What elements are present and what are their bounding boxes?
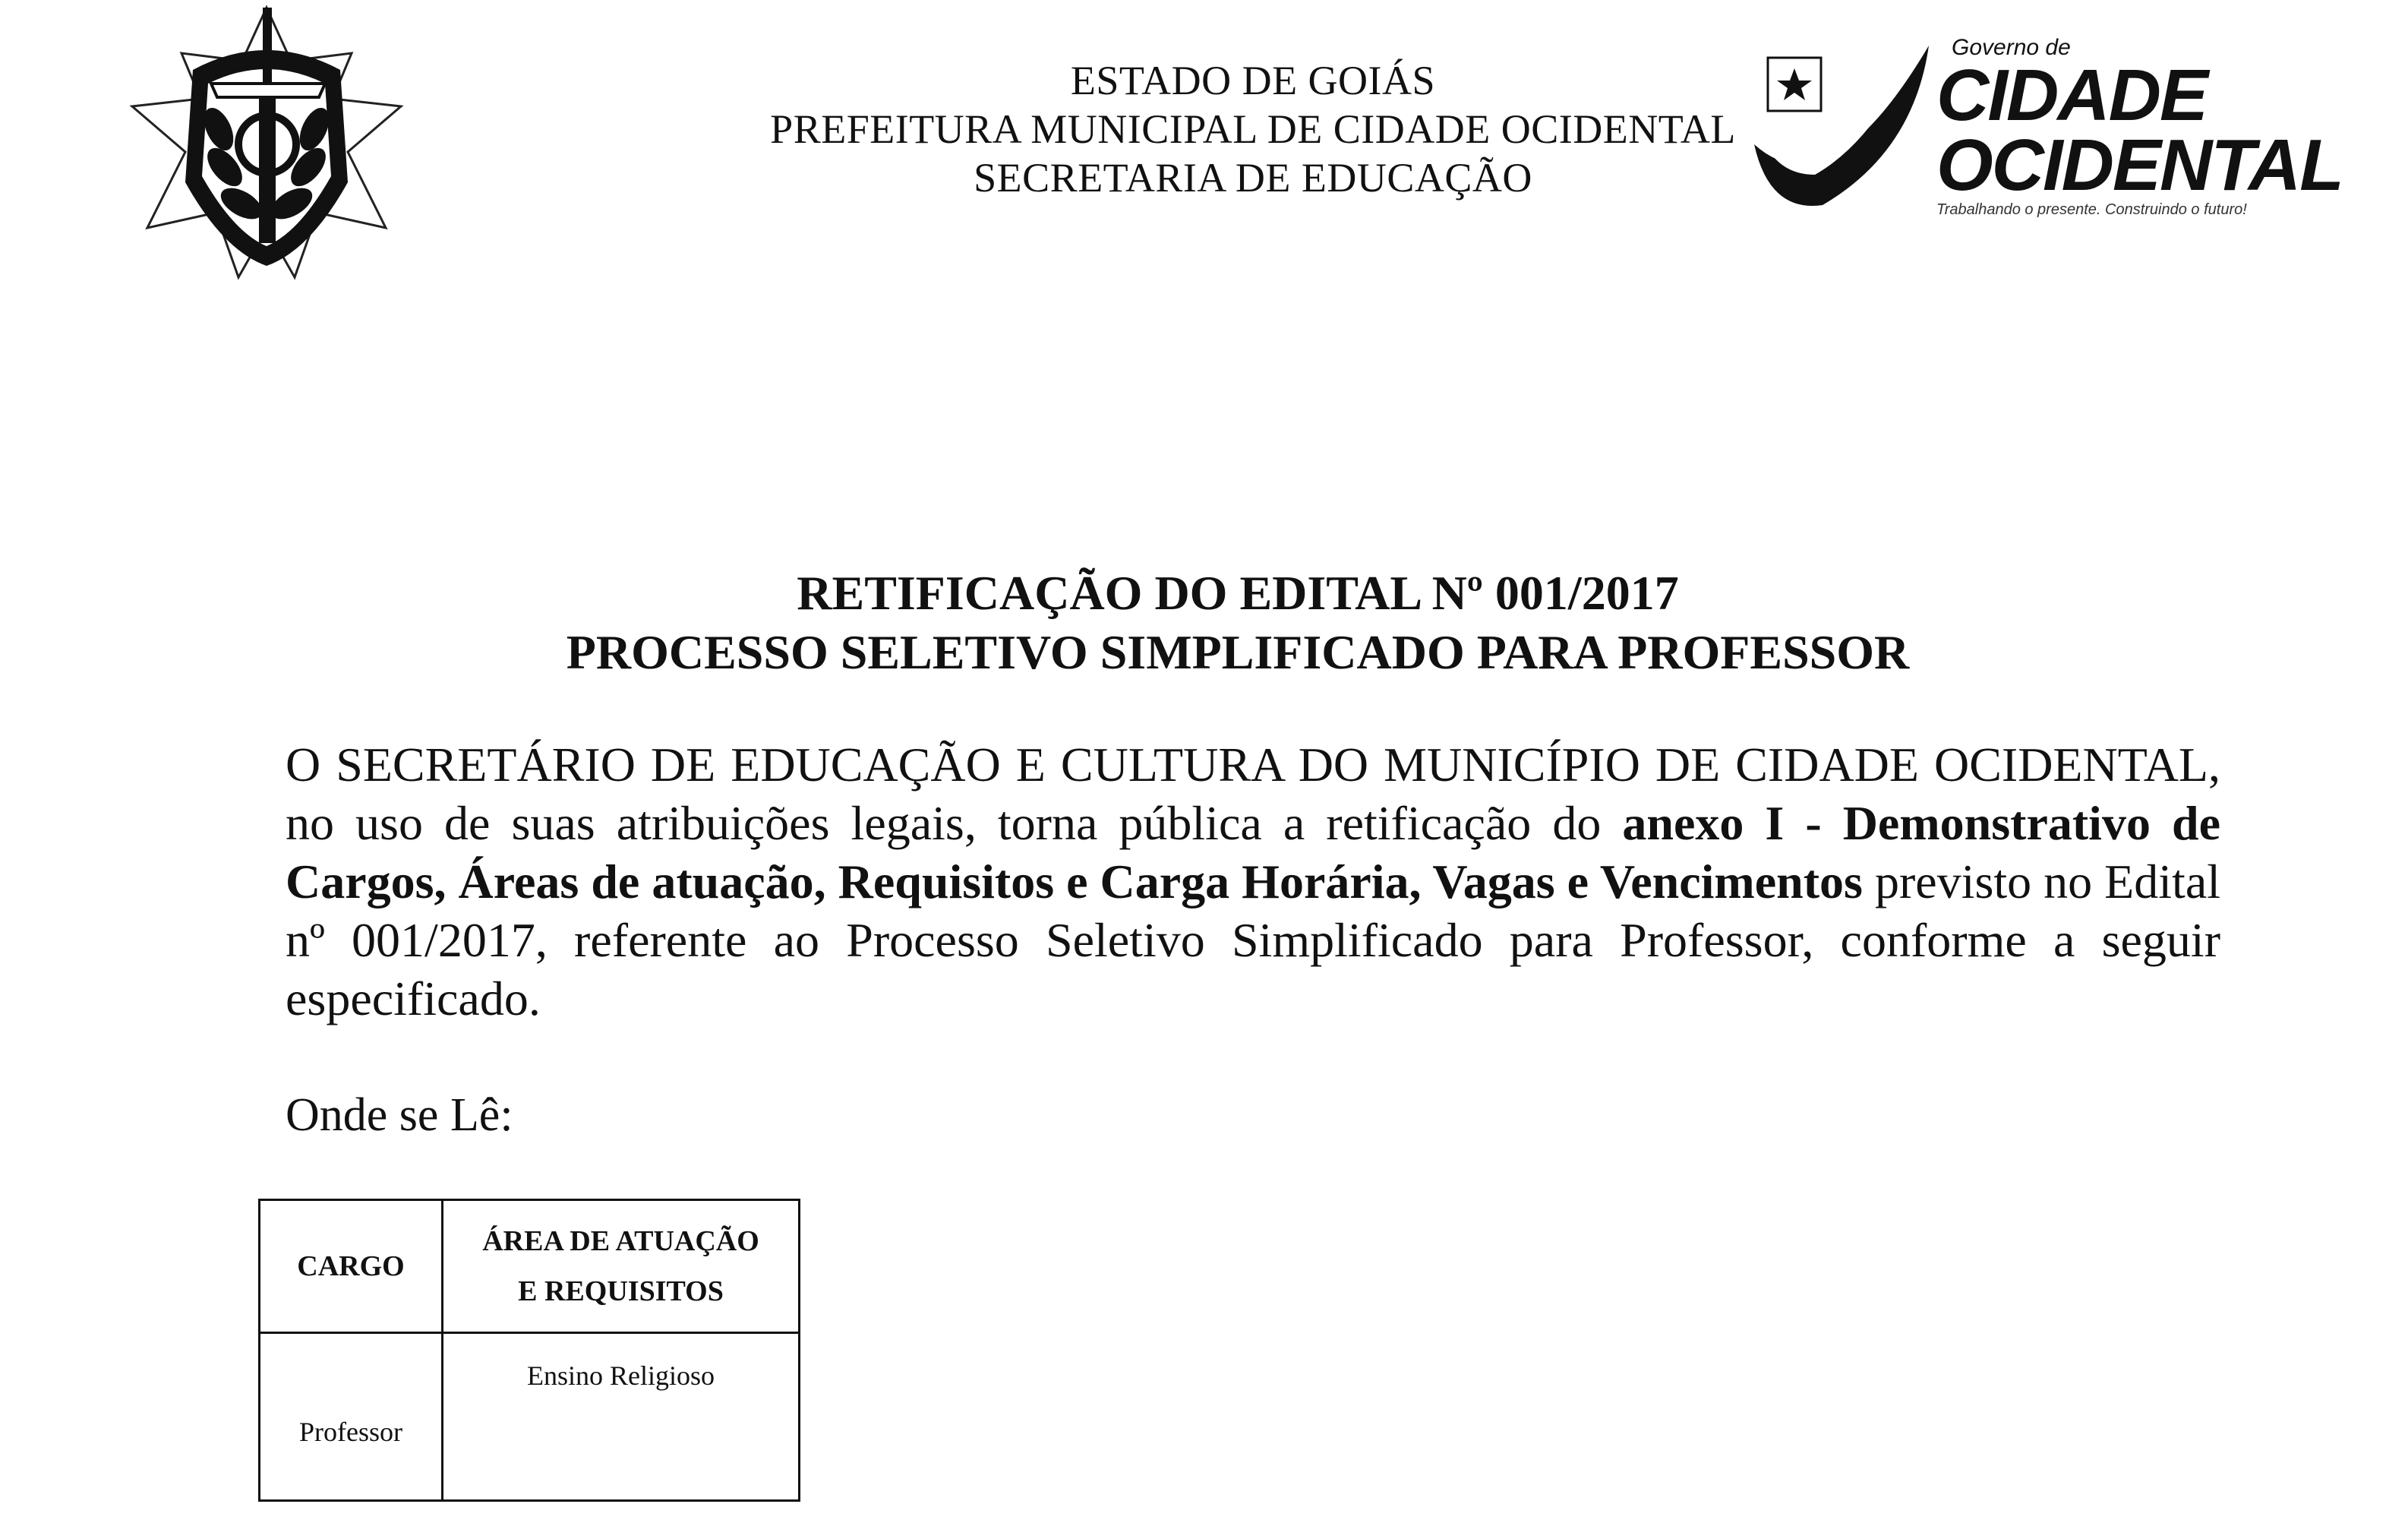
header-area-line-1: ÁREA DE ATUAÇÃO (482, 1225, 759, 1257)
table-header-row (260, 1200, 800, 1333)
logo-gov-label: Governo de (1952, 35, 2071, 60)
header-cargo: CARGO (260, 1200, 443, 1333)
header-block (683, 56, 1823, 202)
header-state: ESTADO DE GOIÁS (1070, 58, 1436, 103)
header-prefecture: PREFEITURA MUNICIPAL DE CIDADE OCIDENTAL (770, 106, 1736, 152)
header-area (443, 1200, 800, 1333)
body-text-part-1: O SECRETÁRIO DE EDUCAÇÃO E CULTURA DO MUNICÍPIO DE CIDADE OCIDENTAL, no uso de suas atribuições legais, torna pública a retificação do (286, 738, 2220, 850)
body-text-bold: anexo I - Demonstrativo de Cargos, Áreas de atuação, Requisitos e Carga Horária, Vagas e Vencimentos (286, 796, 2221, 908)
document-title (228, 564, 2248, 682)
title-line-1: RETIFICAÇÃO DO EDITAL Nº 001/2017 (797, 566, 1679, 620)
logo-name-line2: OCIDENTAL (1936, 125, 2343, 206)
title-line-2: PROCESSO SELETIVO SIMPLIFICADO PARA PROFESSOR (566, 625, 1910, 679)
cell-area: Ensino Religioso (443, 1333, 800, 1501)
logo-name-line1: CIDADE (1936, 55, 2208, 136)
table-row (260, 1333, 800, 1501)
logo-text (1936, 35, 2343, 219)
coat-of-arms-icon (120, 0, 413, 283)
cell-cargo: Professor (260, 1333, 443, 1501)
header-area-line-2: E REQUISITOS (518, 1275, 724, 1307)
body-paragraph (286, 735, 2220, 1028)
city-flag-swoosh-icon (1739, 30, 1944, 235)
logo-slogan: Trabalhando o presente. Construindo o futuro! (1936, 201, 2247, 218)
onde-se-le-label: Onde se Lê: (286, 1089, 513, 1141)
body-text-part-2: previsto no Edital nº 001/2017, referente ao Processo Seletivo Simplificado para Professor, conforme a seguir especificado. (286, 855, 2221, 1025)
header-secretariat: SECRETARIA DE EDUCAÇÃO (974, 155, 1532, 201)
positions-table (258, 1199, 800, 1502)
city-logo (1739, 30, 2343, 235)
